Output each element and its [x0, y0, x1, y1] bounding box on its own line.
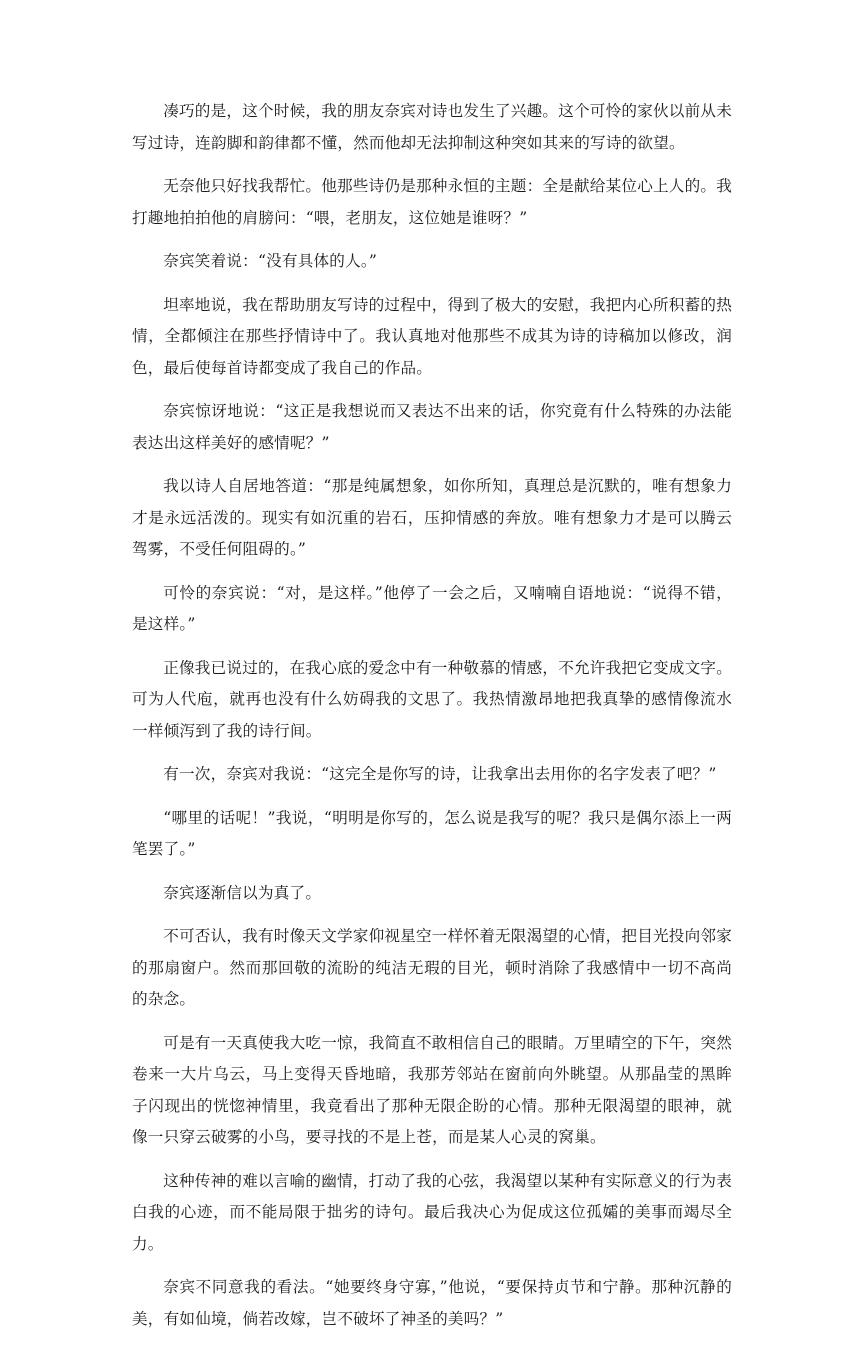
- body-text: [132, 96, 732, 1347]
- paragraph: 奈宾逐渐信以为真了。: [163, 883, 322, 902]
- paragraph: 奈宾不同意我的看法。“她要终身守寡，”他说，“要保持贞节和宁静。那种沉静的美，有如仙境，倘若改嫁，岂不破坏了神圣的美吗？”: [132, 1278, 732, 1328]
- paragraph: 这种传神的难以言喻的幽情，打动了我的心弦，我渴望以某种有实际意义的行为表白我的心迹，而不能局限于拙劣的诗句。最后我决心为促成这位孤孀的美事而竭尽全力。: [132, 1171, 732, 1253]
- paragraph: 无奈他只好找我帮忙。他那些诗仍是那种永恒的主题：全是献给某位心上人的。我打趣地拍拍他的肩膀问：“喂，老朋友，这位她是谁呀？”: [132, 177, 732, 227]
- paragraph: 可怜的奈宾说：“对，是这样。”他停了一会之后，又喃喃自语地说：“说得不错，是这样。”: [132, 583, 732, 633]
- paragraph: 不可否认，我有时像天文学家仰视星空一样怀着无限渴望的心情，把目光投向邻家的那扇窗户。然而那回敬的流盼的纯洁无瑕的目光，顿时消除了我感情中一切不高尚的杂念。: [132, 927, 732, 1008]
- paragraph: 坦率地说，我在帮助朋友写诗的过程中，得到了极大的安慰，我把内心所积蓄的热情，全都倾注在那些抒情诗中了。我认真地对他那些不成其为诗的诗稿加以修改，润色，最后使每首诗都变成了我自己的作品。: [132, 295, 732, 377]
- paragraph: “哪里的话呢！”我说，“明明是你写的，怎么说是我写的呢？我只是偶尔添上一两笔罢了。”: [132, 808, 732, 858]
- paragraph: 凑巧的是，这个时候，我的朋友奈宾对诗也发生了兴趣。这个可怜的家伙以前从未写过诗，连韵脚和韵律都不懂，然而他却无法抑制这种突如其来的写诗的欲望。: [132, 102, 732, 152]
- paragraph: 奈宾惊讶地说：“这正是我想说而又表达不出来的话，你究竟有什么特殊的办法能表达出这样美好的感情呢？”: [132, 402, 732, 452]
- paragraph: 我以诗人自居地答道：“那是纯属想象，如你所知，真理总是沉默的，唯有想象力才是永远活泼的。现实有如沉重的岩石，压抑情感的奔放。唯有想象力才是可以腾云驾雾，不受任何阻碍的。”: [132, 477, 732, 558]
- paragraph: 奈宾笑着说：“没有具体的人。”: [163, 252, 378, 270]
- paragraph: 可是有一天真使我大吃一惊，我简直不敢相信自己的眼睛。万里晴空的下午，突然卷来一大片乌云，马上变得天昏地暗，我那芳邻站在窗前向外眺望。从那晶莹的黑眸子闪现出的恍惚神情里，我竟看出了那种无限企盼的心情。那种无限渴望的眼神，就像一只穿云破雾的小鸟，要寻找的不是上苍，而是某人心灵的窝巢。: [132, 1033, 732, 1146]
- paragraph: 有一次，奈宾对我说：“这完全是你写的诗，让我拿出去用你的名字发表了吧？”: [163, 765, 717, 783]
- paragraph: 正像我已说过的，在我心底的爱念中有一种敬慕的情感，不允许我把它变成文字。可为人代庖，就再也没有什么妨碍我的文思了。我热情激昂地把我真挚的感情像流水一样倾泻到了我的诗行间。: [132, 658, 732, 740]
